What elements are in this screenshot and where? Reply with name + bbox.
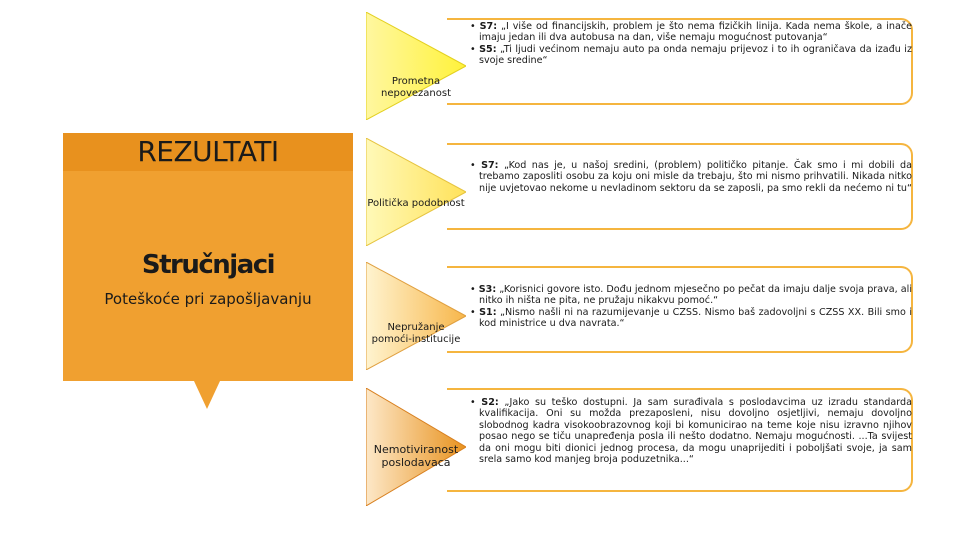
chevron-label-4: Nemotiviranost poslodavaca (373, 443, 459, 469)
quote-line: • S7: „Kod nas je, u našoj sredini, (problem) političko pitanje. Čak smo i mi dobili da trebamo zaposliti osobu za koju oni misle da trebaju, što mi nismo prihvatili. Nikada nitko nije uvjetovao nekome u nevladinom sektoru da se zaposli, pa smo rekli da nećemo ni tu“ (470, 160, 912, 194)
chevron-label-1: Prometna nepovezanost (381, 76, 451, 99)
speaker-label: S2: (481, 397, 499, 408)
quote-line: • S5: „Ti ljudi većinom nemaju auto pa onda nemaju prijevoz i to ih ograničava da izađu iz svoje sredine“ (470, 43, 912, 67)
chevron-label-2: Politička podobnost (367, 198, 465, 209)
quote-content: „Kod nas je, u našoj sredini, (problem) političko pitanje. Čak smo i mi dobili da trebamo zaposliti osobu za koju oni misle da trebaju, što mi nismo prihvatili. Nikada nitko nije uvjetovao nekome u nevladinom sektoru da se zaposli, pa smo rekli da nećemo ni tu“ (479, 160, 912, 194)
quote-content: „I više od financijskih, problem je što nema fizičkih linija. Kada nema škole, a inače imaju jedan ili dva autobusa na dan, više nemaju mogućnost putovanja“ (479, 21, 913, 44)
quote-text-3 (466, 284, 912, 330)
speaker-label: S7: (481, 160, 499, 171)
quote-line: • S3: „Korisnici govore isto. Dođu jednom mjesečno po pečat da imaju dalje svoja prava, ali nitko ih ništa ne pita, ne pružaju nikakvu pomoć.“ (470, 284, 912, 307)
quote-content: „Jako su teško dostupni. Ja sam surađivala s poslodavcima uz izradu standarda kvalifikacija. Oni su možda prezaposleni, nisu dovoljno osjetljivi, nemaju dovoljno slobodnog kadra visokoobrazovnog koji bi komunicirao na teme koje nisu izravno njihov posao nego se tiču unapređenja posla ili nešto dodatno. Nemaju mogućnosti. ...Ta svijest da oni mogu biti dionici jednog procesa, da mogu unaprijediti i poboljšati svoje, ja sam srela samo kod manjeg broja poduzetnika...“ (479, 397, 912, 466)
speaker-label: S1: (479, 306, 497, 318)
speaker-label: S3: (478, 284, 497, 295)
quote-line: • S7: „I više od financijskih, problem je što nema fizičkih linija. Kada nema škole, a inače imaju jedan ili dva autobusa na dan, više nemaju mogućnost putovanja“ (470, 21, 913, 44)
chevron-1 (366, 12, 466, 120)
sub-subtitle: Poteškoće pri zapošljavanju (104, 290, 312, 308)
page-title: REZULTATI (137, 135, 279, 168)
quote-text-4 (466, 397, 912, 465)
panel-pointer-arrow (194, 381, 220, 409)
speaker-label: S5: (479, 43, 497, 55)
quote-content: „Korisnici govore isto. Dođu jednom mjesečno po pečat da imaju dalje svoja prava, ali nitko ih ništa ne pita, ne pružaju nikakvu pomoć.“ (479, 284, 912, 307)
speaker-label: S7: (479, 21, 498, 32)
quote-text-2 (466, 160, 912, 194)
chevron-label-3: Nepružanje pomoći-institucije (371, 322, 461, 345)
quote-content: „Nismo našli ni na razumijevanje u CZSS. Nismo baš zadovoljni s CZSS XX. Bili smo i kod ministrice u dva navrata.“ (479, 306, 912, 330)
subtitle: Stručnjaci (141, 250, 275, 280)
quote-text-1 (466, 21, 912, 67)
quote-line: • S1: „Nismo našli ni na razumijevanje u CZSS. Nismo baš zadovoljni s CZSS XX. Bili smo i kod ministrice u dva navrata.“ (470, 306, 912, 330)
quote-line: • S2: „Jako su teško dostupni. Ja sam surađivala s poslodavcima uz izradu standarda kvalifikacija. Oni su možda prezaposleni, nisu dovoljno osjetljivi, nemaju dovoljno slobodnog kadra visokoobrazovnog koji bi komunicirao na teme koje nisu izravno njihov posao nego se tiču unapređenja posla ili nešto dodatno. Nemaju mogućnosti. ...Ta svijest da oni mogu biti dionici jednog procesa, da mogu unaprijediti i poboljšati svoje, ja sam srela samo kod manjeg broja poduzetnika...“ (470, 397, 912, 466)
chevron-2 (366, 138, 466, 246)
chevron-3 (366, 262, 466, 370)
quote-content: „Ti ljudi većinom nemaju auto pa onda nemaju prijevoz i to ih ograničava da izađu iz svoje sredine“ (479, 43, 912, 67)
